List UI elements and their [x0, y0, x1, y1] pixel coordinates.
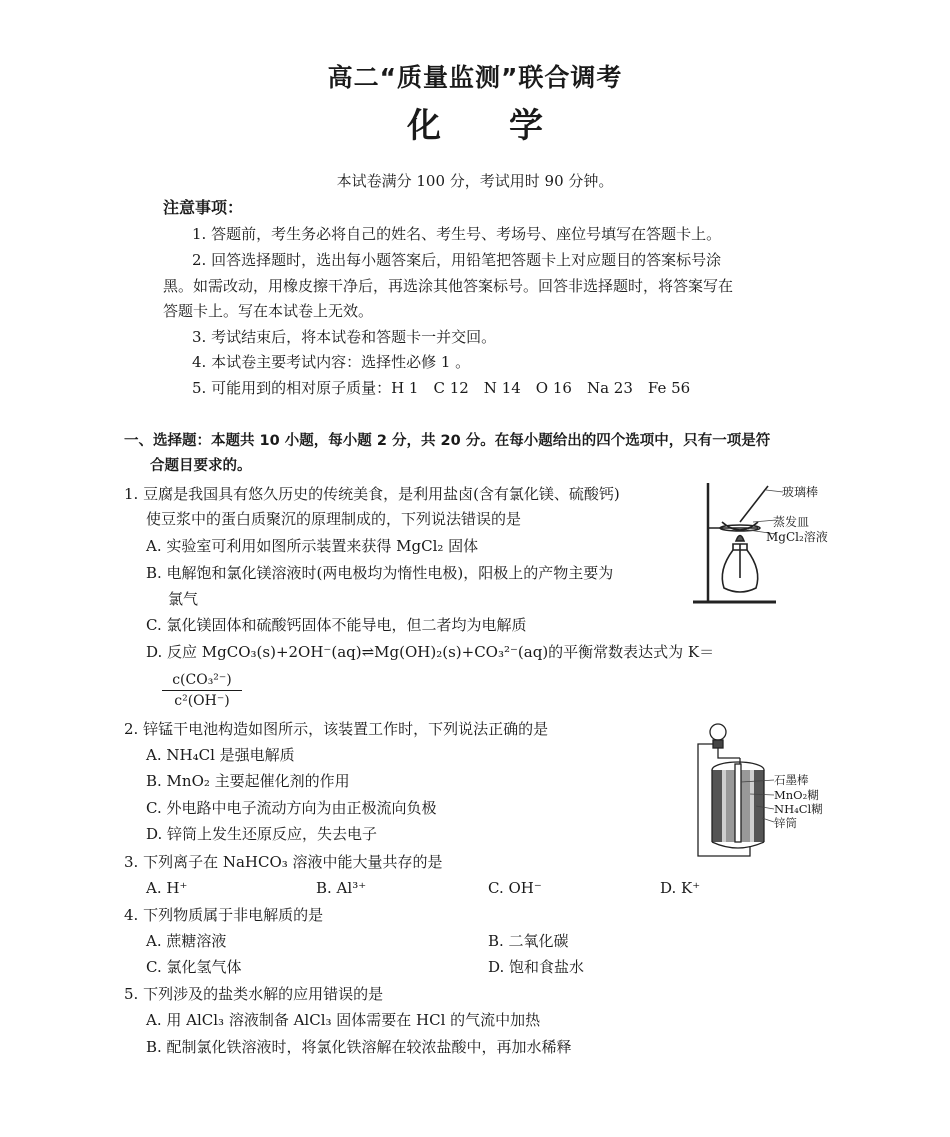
- q1-stem-line-2: 使豆浆中的蛋白质聚沉的原理制成的，下列说法错误的是: [146, 510, 522, 528]
- notice-item-1: 1. 答题前，考生务必将自己的姓名、考生号、考场号、座位号填写在答题卡上。: [192, 225, 722, 243]
- notice-item-3: 3. 考试结束后，将本试卷和答题卡一并交回。: [192, 328, 497, 346]
- q1-option-a: A. 实验室可利用如图所示装置来获得 MgCl₂ 固体: [146, 537, 479, 555]
- exam-meta: 本试卷满分 100 分，考试用时 90 分钟。: [336, 172, 614, 190]
- q4-stem: 4. 下列物质属于非电解质的是: [124, 906, 324, 924]
- q3-option-d: D. K⁺: [660, 879, 701, 897]
- label-glass-rod: 玻璃棒: [782, 485, 819, 499]
- notice-heading: 注意事项：: [163, 198, 244, 217]
- exam-title: 高二“质量监测”联合调考: [327, 63, 623, 92]
- notice-item-2-line-3: 答题卡上。写在本试卷上无效。: [163, 302, 374, 320]
- q3-option-c: C. OH⁻: [488, 879, 542, 897]
- q4-option-c: C. 氯化氢气体: [146, 958, 242, 976]
- q3-option-a: A. H⁺: [146, 879, 188, 897]
- q4-option-a: A. 蔗糖溶液: [146, 932, 227, 950]
- q2-option-a: A. NH₄Cl 是强电解质: [146, 746, 295, 764]
- q5-option-a: A. 用 AlCl₃ 溶液制备 AlCl₃ 固体需要在 HCl 的气流中加热: [146, 1011, 541, 1029]
- label-evaporating-dish: 蒸发皿: [773, 515, 810, 529]
- label-graphite-rod: 石墨棒: [774, 773, 809, 787]
- q2-option-d: D. 锌筒上发生还原反应，失去电子: [146, 825, 378, 843]
- q4-option-d: D. 饱和食盐水: [488, 958, 585, 976]
- q4-option-b: B. 二氧化碳: [488, 932, 569, 950]
- q1-option-b-line-1: B. 电解饱和氯化镁溶液时(两电极均为惰性电极)，阳极上的产物主要为: [146, 564, 614, 582]
- q5-option-b: B. 配制氯化铁溶液时，将氯化铁溶解在较浓盐酸中，再加水稀释: [146, 1038, 572, 1056]
- q1-option-d: D. 反应 MgCO₃(s)+2OH⁻(aq)⇌Mg(OH)₂(s)+CO₃²⁻(aq)的平衡常数表达式为 K＝: [146, 643, 715, 661]
- fraction-bar: [162, 690, 242, 691]
- q1-option-c: C. 氯化镁固体和硫酸钙固体不能导电，但二者均为电解质: [146, 616, 527, 634]
- q3-stem: 3. 下列离子在 NaHCO₃ 溶液中能大量共存的是: [124, 853, 443, 871]
- q2-option-c: C. 外电路中电子流动方向为由正极流向负极: [146, 799, 437, 817]
- fraction-denominator: c²(OH⁻): [174, 693, 230, 709]
- notice-item-5: 5. 可能用到的相对原子质量：H 1 C 12 N 14 O 16 Na 23 Fe 56: [192, 379, 691, 397]
- q2-stem: 2. 锌锰干电池构造如图所示，该装置工作时，下列说法正确的是: [124, 720, 549, 738]
- label-mgcl2-solution: MgCl₂溶液: [766, 530, 828, 544]
- q3-option-b: B. Al³⁺: [316, 879, 367, 897]
- notice-item-2-line-2: 黑。如需改动，用橡皮擦干净后，再选涂其他答案标号。回答非选择题时，将答案写在: [163, 277, 734, 295]
- q5-stem: 5. 下列涉及的盐类水解的应用错误的是: [124, 985, 384, 1003]
- label-mno2-paste: MnO₂糊: [774, 788, 819, 802]
- q2-option-b: B. MnO₂ 主要起催化剂的作用: [146, 772, 350, 790]
- section-heading-line-2: 合题目要求的。: [150, 458, 252, 474]
- notice-item-4: 4. 本试卷主要考试内容：选择性必修 1 。: [192, 353, 471, 371]
- q1-stem-line-1: 1. 豆腐是我国具有悠久历史的传统美食，是利用盐卤(含有氯化镁、硫酸钙): [124, 485, 620, 503]
- section-heading-line-1: 一、选择题：本题共 10 小题，每小题 2 分，共 20 分。在每小题给出的四个选项中，只有一项是符: [124, 433, 771, 449]
- label-zinc-can: 锌筒: [774, 816, 797, 830]
- equilibrium-fraction: [162, 672, 242, 709]
- subject-title: 化 学: [407, 106, 543, 146]
- label-nh4cl-paste: NH₄Cl糊: [774, 802, 823, 816]
- notice-item-2-line-1: 2. 回答选择题时，选出每小题答案后，用铅笔把答题卡上对应题目的答案标号涂: [192, 251, 722, 269]
- q1-option-b-line-2: 氯气: [168, 590, 199, 608]
- fraction-numerator: c(CO₃²⁻): [172, 672, 232, 688]
